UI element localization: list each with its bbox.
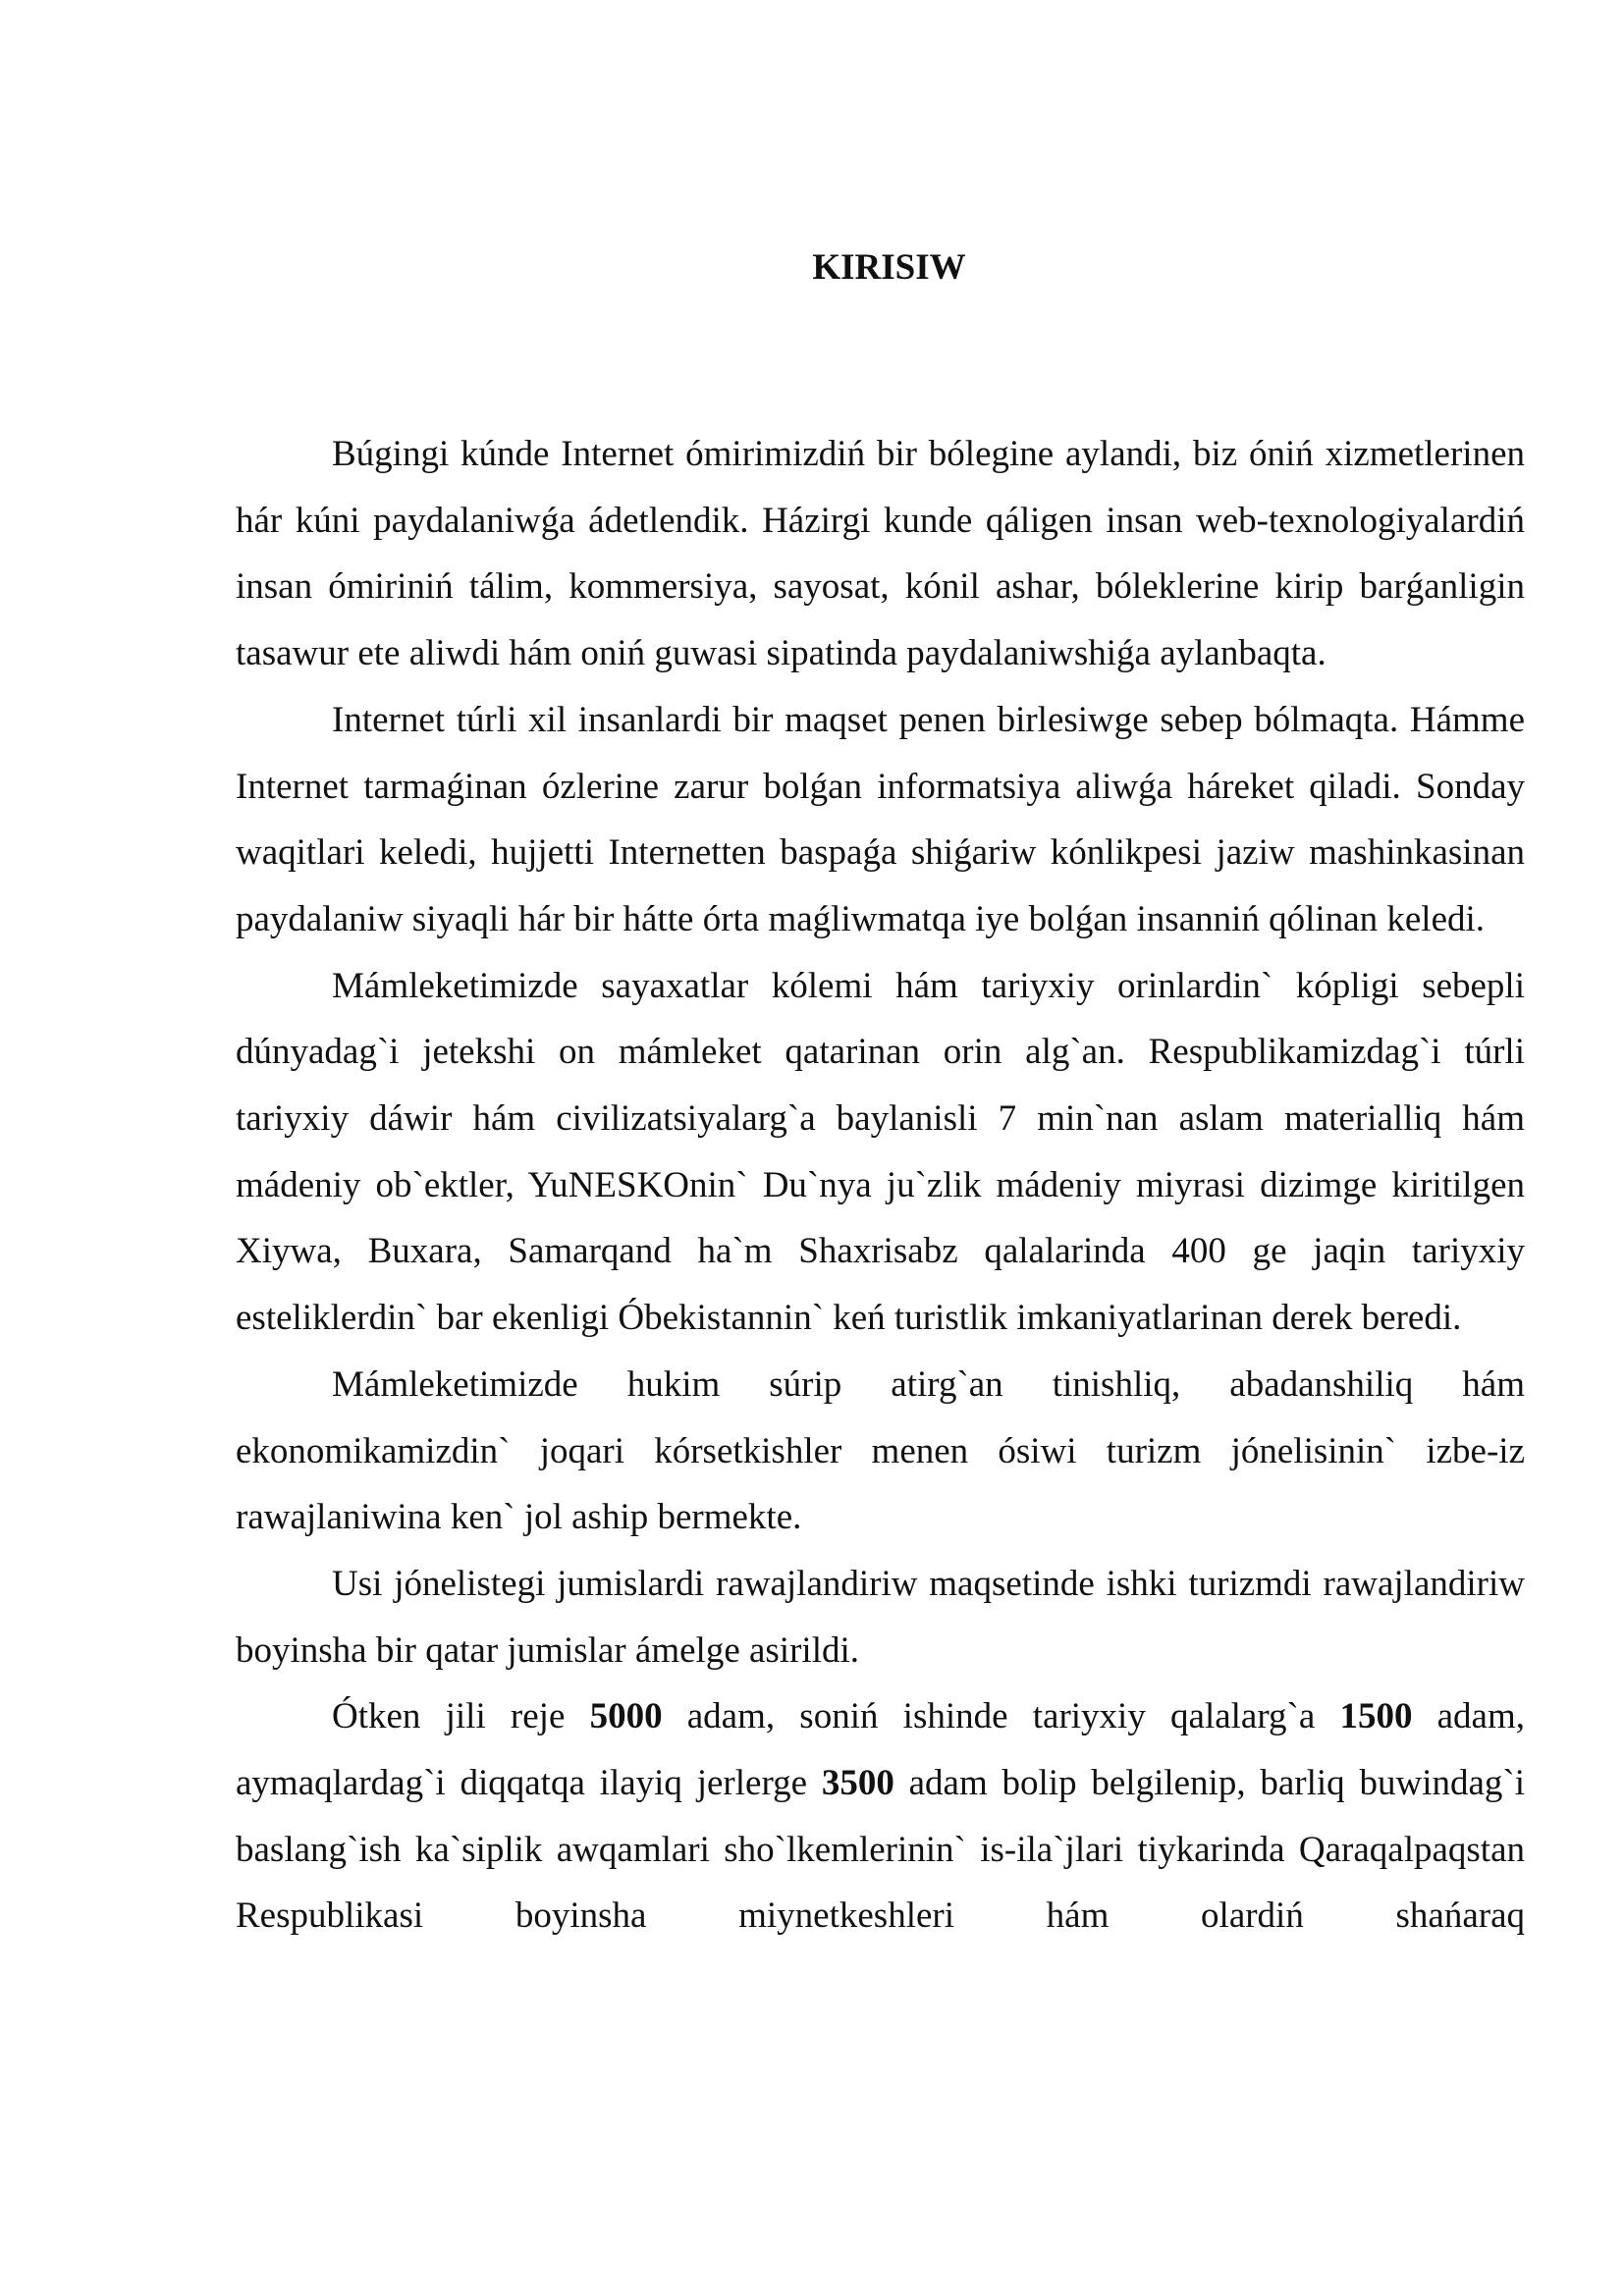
paragraph bbox=[236, 687, 1525, 953]
bold-number: 3500 bbox=[821, 1763, 894, 1804]
text-run: adam bolip belgilenip, barliq buwindag`i baslang`ish ka`siplik awqamlari sho`lkemlerinin` is-ila`jlari tiykarinda Qaraqalpaqstan Respublikasi boyinsha miynetkeshleri hám olardiń shańaraq bbox=[236, 1763, 1525, 1937]
text-run: Búgingi kúnde Internet ómirimizdiń bir bólegine aylandi, biz óniń xizmetlerinen hár kúni paydalaniwǵa ádetlendik. Házirgi kunde qáligen insan web-texnologiyalardiń insan ómiriniń tálim, kommersiya, sayosat, kónil ashar, bóleklerine kirip barǵanligin tasawur ete aliwdi hám oniń guwasi sipatinda paydalaniwshiǵa aylanbaqta. bbox=[236, 434, 1525, 674]
text-run: adam, aymaqlardag`i diqqatqa ilayiq jerlerge bbox=[236, 1696, 1525, 1804]
text-run: Ótken jili reje bbox=[332, 1696, 590, 1737]
text-run: Mámleketimizde sayaxatlar kólemi hám tariyxiy orinlardin` kópligi sebepli dúnyadag`i jetekshi on mámleket qatarinan orin alg`an. Respublikamizdag`i túrli tariyxiy dáwir hám civilizatsiyalarg`a baylanisli 7 min`nan aslam materialliq hám mádeniy ob`ektler, YuNESKOnin` Du`nya ju`zlik mádeniy miyrasi dizimge kiritilgen Xiywa, Buxara, Samarqand ha`m Shaxrisabz qalalarinda 400 ge jaqin tariyxiy esteliklerdin` bar ekenligi Óbekistannin` keń turistlik imkaniyatlarinan derek beredi. bbox=[236, 965, 1525, 1339]
bold-number: 5000 bbox=[589, 1696, 663, 1737]
bold-number: 1500 bbox=[1339, 1696, 1413, 1737]
text-run: Internet túrli xil insanlardi bir maqset penen birlesiwge sebep bólmaqta. Hámme Internet tarmaǵinan ózlerine zarur bolǵan informatsiya aliwǵa háreket qiladi. Sonday waqitlari keledi, hujjetti Internetten baspaǵa shiǵariw kónlikpesi jaziw mashinkasinan paydalaniw siyaqli hár bir hátte órta maǵliwmatqa iye bolǵan insanniń qólinan keledi. bbox=[236, 699, 1525, 939]
paragraph-continued bbox=[236, 1683, 1525, 1949]
paragraph bbox=[236, 1551, 1525, 1683]
document-title: KIRISIW bbox=[812, 247, 966, 288]
text-run: Usi jónelistegi jumislardi rawajlandiriw maqsetinde ishki turizmdi rawajlandiriw boyinsha bir qatar jumislar ámelge asirildi. bbox=[236, 1563, 1525, 1671]
paragraph bbox=[236, 1352, 1525, 1551]
text-run: Mámleketimizde hukim súrip atirg`an tinishliq, abadanshiliq hám ekonomikamizdin` joqari kórsetkishler menen ósiwi turizm jónelisinin` izbe-iz rawajlaniwina ken` jol aship bermekte. bbox=[236, 1363, 1525, 1538]
paragraph bbox=[236, 953, 1525, 1352]
text-run: adam, soniń ishinde tariyxiy qalalarg`a bbox=[662, 1696, 1340, 1737]
document-content bbox=[236, 243, 1525, 1949]
paragraph bbox=[236, 421, 1525, 687]
document-body bbox=[236, 421, 1525, 1949]
